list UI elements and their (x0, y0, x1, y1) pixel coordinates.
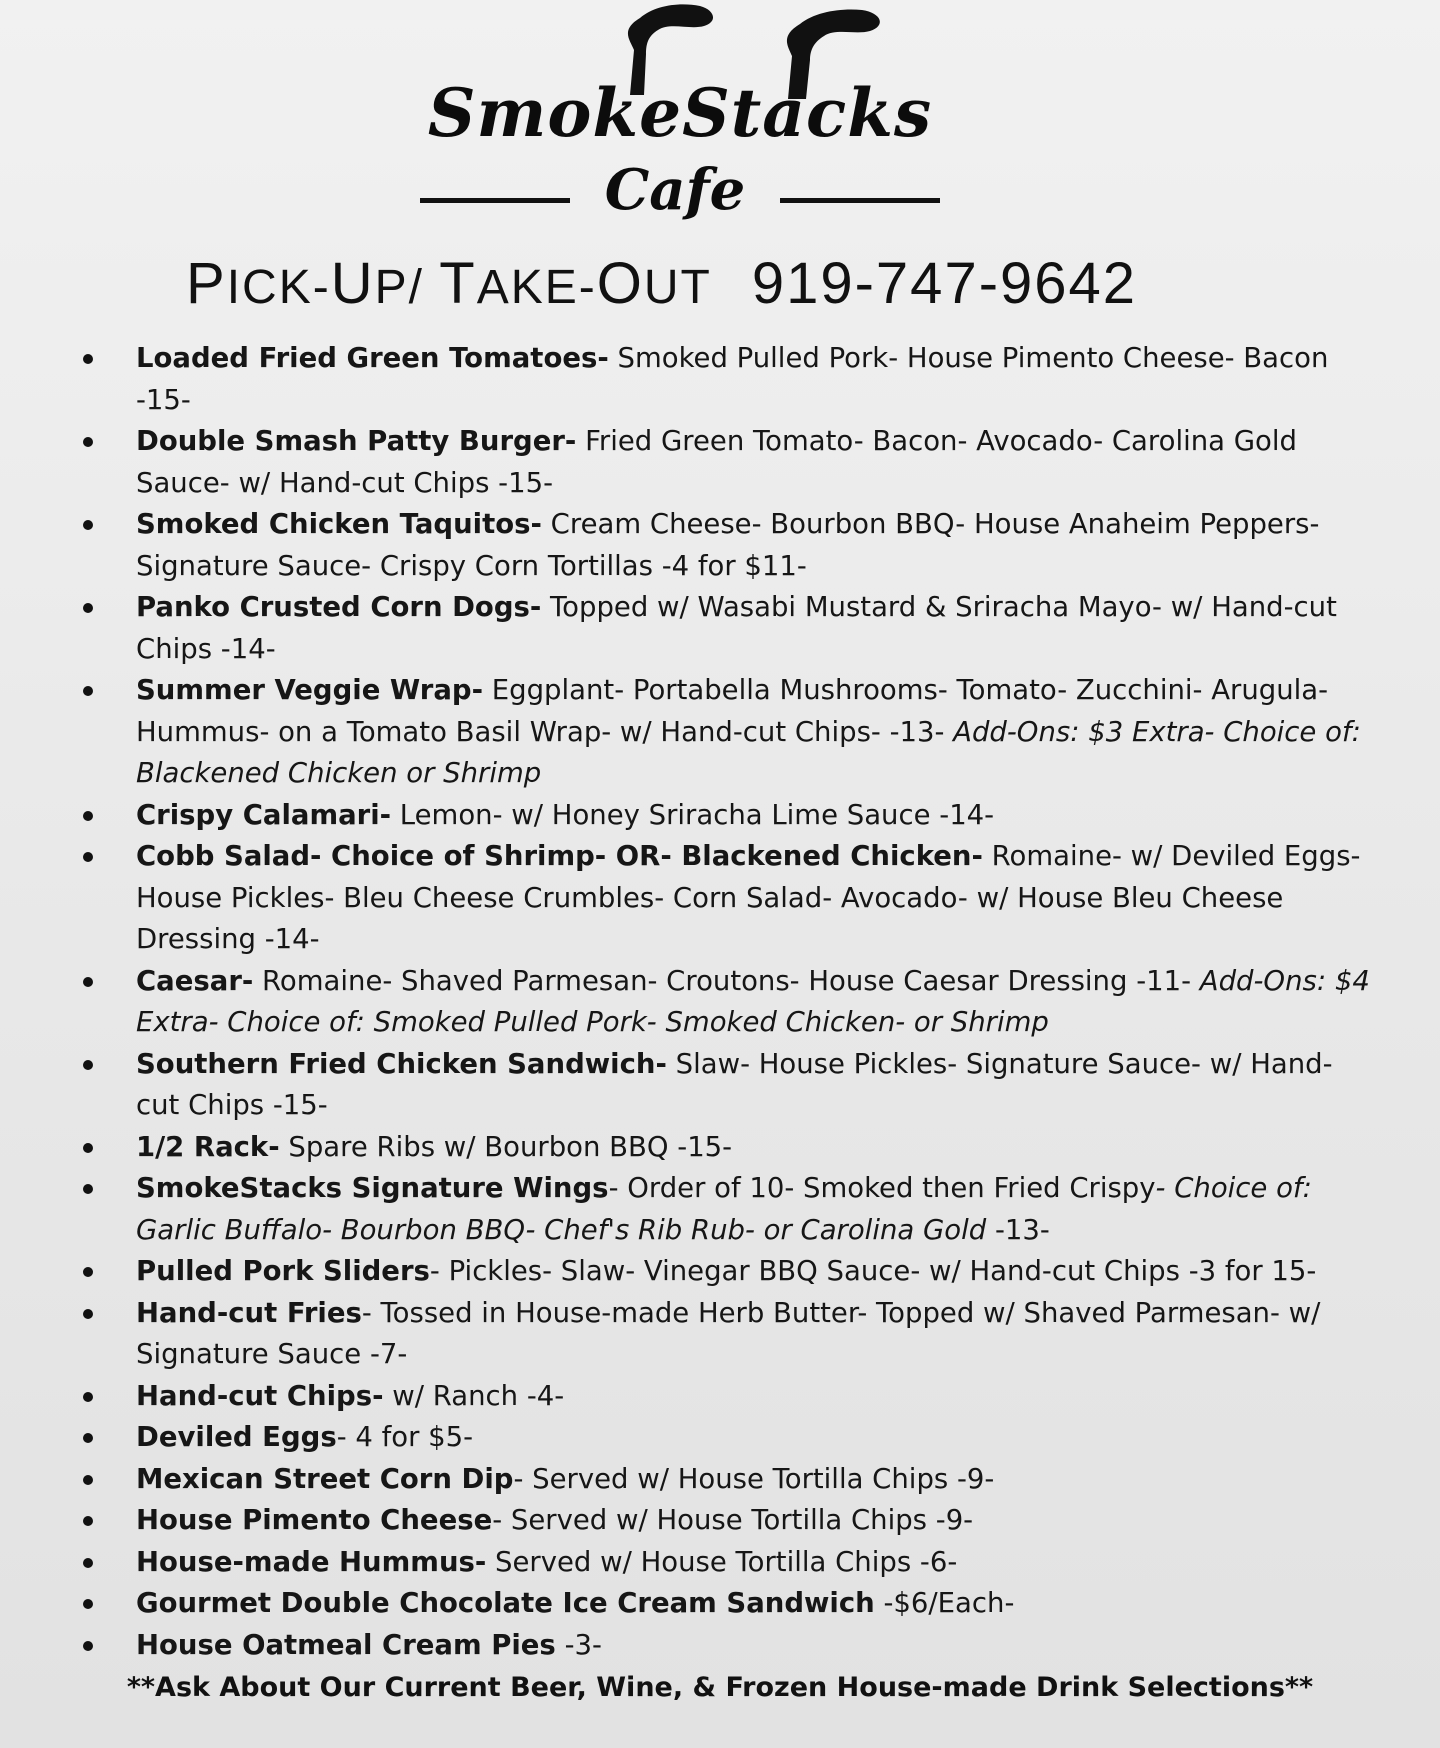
item-description (875, 1587, 884, 1619)
logo-subtitle-row (420, 157, 940, 223)
menu-item (70, 1168, 1370, 1251)
item-description: Spare Ribs w/ Bourbon BBQ (279, 1130, 678, 1163)
item-price: -3 for 15- (1188, 1255, 1317, 1287)
item-price: -4 for $11- (661, 549, 807, 582)
bullet-icon (83, 1309, 93, 1319)
bullet-icon (83, 1267, 93, 1277)
item-price: -3- (564, 1628, 602, 1661)
item-name: Southern Fried Chicken Sandwich- (136, 1047, 667, 1080)
bullet-icon (83, 1475, 93, 1485)
item-add-ons: Add-Ons: $4 Extra- Choice of: Smoked Pulled Pork- Smoked Chicken- or Shrimp (136, 964, 1370, 1038)
bullet-icon (83, 1599, 93, 1609)
bullet-icon (83, 811, 93, 821)
item-price: -11- (1136, 964, 1192, 997)
item-name: Mexican Street Corn Dip (136, 1462, 514, 1495)
bullet-icon (83, 603, 93, 613)
item-description: Topped w/ Wasabi Mustard & Sriracha Mayo- w/ Hand-cut Chips (136, 591, 1337, 665)
menu-item (70, 1251, 1370, 1293)
cafe-logo (420, 0, 940, 230)
bullet-icon (83, 1558, 93, 1568)
bullet-icon (83, 437, 93, 447)
item-price: -14- (939, 798, 995, 831)
item-description: Romaine- w/ Deviled Eggs- House Pickles- Bleu Cheese Crumbles- Corn Salad- Avocado- w/ House Bleu Cheese Dressing (136, 840, 1361, 955)
item-name: House Oatmeal Cream Pies (136, 1628, 556, 1661)
item-price: -14- (220, 632, 276, 665)
menu-item (70, 1500, 1370, 1542)
item-description: Lemon- w/ Honey Sriracha Lime Sauce (391, 798, 940, 831)
item-name: Loaded Fried Green Tomatoes- (136, 342, 609, 374)
menu-item (70, 836, 1370, 961)
menu-item (70, 587, 1370, 670)
phone-number[interactable]: 919-747-9642 (751, 251, 1138, 316)
logo-subtitle: Cafe (604, 157, 746, 223)
bullet-icon (83, 1641, 93, 1651)
item-add-ons: - Choice of: Garlic Buffalo- Bourbon BBQ- Chef's Rib Rub- or Carolina Gold (136, 1172, 1312, 1246)
logo-rule-right (780, 198, 940, 203)
bullet-icon (83, 1184, 93, 1194)
item-description: - Order of 10- Smoked then Fried Crispy (608, 1172, 1156, 1204)
item-name: Cobb Salad- Choice of Shrimp- OR- Blackened Chicken- (136, 840, 983, 872)
item-price: -14- (264, 923, 320, 955)
bullet-icon (83, 1433, 93, 1443)
item-description: Eggplant- Portabella Mushrooms- Tomato- Zucchini- Arugula- Hummus- on a Tomato Basil Wrap- w/ Hand-cut Chips- (136, 674, 1329, 748)
drink-selections-note: **Ask About Our Current Beer, Wine, & Frozen House-made Drink Selections** (126, 1672, 1314, 1703)
item-price: -7- (369, 1338, 408, 1370)
menu-item (70, 670, 1370, 795)
pickup-takeout-heading (186, 250, 1286, 317)
heading-letter: O (596, 251, 644, 316)
item-price: -9- (935, 1504, 974, 1536)
menu-item (70, 1293, 1370, 1376)
item-description: w/ Ranch (383, 1379, 527, 1412)
item-price: -15- (498, 466, 553, 499)
item-name: Hand-cut Chips- (136, 1379, 384, 1412)
menu-item (70, 1376, 1370, 1418)
menu-item (70, 1459, 1370, 1501)
item-price: -15- (136, 383, 191, 416)
menu-item (70, 1127, 1370, 1169)
item-name: House-made Hummus- (136, 1545, 487, 1578)
item-description (556, 1629, 565, 1661)
item-name: Crispy Calamari- (136, 798, 392, 831)
item-add-ons: Add-Ons: $3 Extra- Choice of: Blackened Chicken or Shrimp (136, 715, 1361, 789)
bullet-icon (83, 1392, 93, 1402)
bullet-icon (83, 852, 93, 862)
item-description: Slaw- House Pickles- Signature Sauce- w/ Hand-cut Chips (136, 1047, 1333, 1121)
item-price: -13- (889, 715, 945, 748)
bullet-icon (83, 354, 93, 364)
menu-list (70, 338, 1370, 1666)
heading-text: P/ (374, 261, 440, 314)
menu-item (70, 421, 1370, 504)
item-name: Hand-cut Fries (136, 1296, 362, 1329)
item-name: 1/2 Rack- (136, 1130, 280, 1163)
bullet-icon (83, 1516, 93, 1526)
item-price: -15- (272, 1089, 328, 1121)
item-description: Smoked Pulled Pork- House Pimento Cheese- Bacon (608, 342, 1329, 374)
bullet-icon (83, 977, 93, 987)
item-price: -9- (956, 1462, 995, 1495)
menu-item (70, 1542, 1370, 1584)
item-name: House Pimento Cheese (136, 1504, 493, 1536)
item-name: Double Smash Patty Burger- (136, 425, 577, 457)
logo-rule-left (420, 198, 570, 203)
bullet-icon (83, 1060, 93, 1070)
item-description: Romaine- Shaved Parmesan- Croutons- House Caesar Dressing (253, 964, 1137, 997)
item-name: Pulled Pork Sliders (136, 1255, 430, 1287)
heading-text: ICK- (226, 261, 331, 314)
heading-text: UT (643, 261, 712, 314)
item-name: Deviled Eggs (136, 1421, 337, 1453)
item-description: - 4 for $5- (336, 1421, 474, 1453)
item-description: - Tossed in House-made Herb Butter- Topped w/ Shaved Parmesan- w/ Signature Sauce (136, 1296, 1321, 1370)
logo-title: SmokeStacks (427, 74, 933, 152)
item-description: Cream Cheese- Bourbon BBQ- House Anaheim Peppers- Signature Sauce- Crispy Corn Tortillas (136, 508, 1320, 582)
heading-letter: P (186, 251, 227, 316)
menu-item (70, 338, 1370, 421)
menu-item (70, 1625, 1370, 1667)
item-price: -13- (986, 1213, 1050, 1246)
menu-item (70, 1583, 1370, 1625)
item-price: -15- (677, 1130, 733, 1163)
item-description: Served w/ House Tortilla Chips (486, 1545, 920, 1578)
item-price: -4- (526, 1379, 565, 1412)
heading-letter: U (330, 251, 375, 316)
item-description: - Pickles- Slaw- Vinegar BBQ Sauce- w/ Hand-cut Chips (429, 1255, 1189, 1287)
bullet-icon (83, 520, 93, 530)
item-name: Summer Veggie Wrap- (136, 674, 483, 706)
heading-text: AKE- (476, 261, 597, 314)
item-description: - Served w/ House Tortilla Chips (492, 1504, 936, 1536)
heading-letter: T (439, 251, 477, 316)
item-name: Gourmet Double Chocolate Ice Cream Sandwich (136, 1587, 875, 1619)
item-description: Fried Green Tomato- Bacon- Avocado- Carolina Gold Sauce- w/ Hand-cut Chips (136, 425, 1297, 499)
item-price: -6- (919, 1545, 958, 1578)
menu-item (70, 795, 1370, 837)
menu-item (70, 504, 1370, 587)
bullet-icon (83, 1143, 93, 1153)
menu-item (70, 1044, 1370, 1127)
item-description: - Served w/ House Tortilla Chips (513, 1462, 957, 1495)
bullet-icon (83, 686, 93, 696)
item-price: -$6/Each- (883, 1587, 1015, 1619)
menu-item (70, 961, 1370, 1044)
menu-item (70, 1417, 1370, 1459)
item-name: Panko Crusted Corn Dogs- (136, 591, 542, 623)
item-name: Smoked Chicken Taquitos- (136, 508, 542, 540)
item-name: Caesar- (136, 964, 254, 997)
item-name: SmokeStacks Signature Wings (136, 1172, 609, 1204)
